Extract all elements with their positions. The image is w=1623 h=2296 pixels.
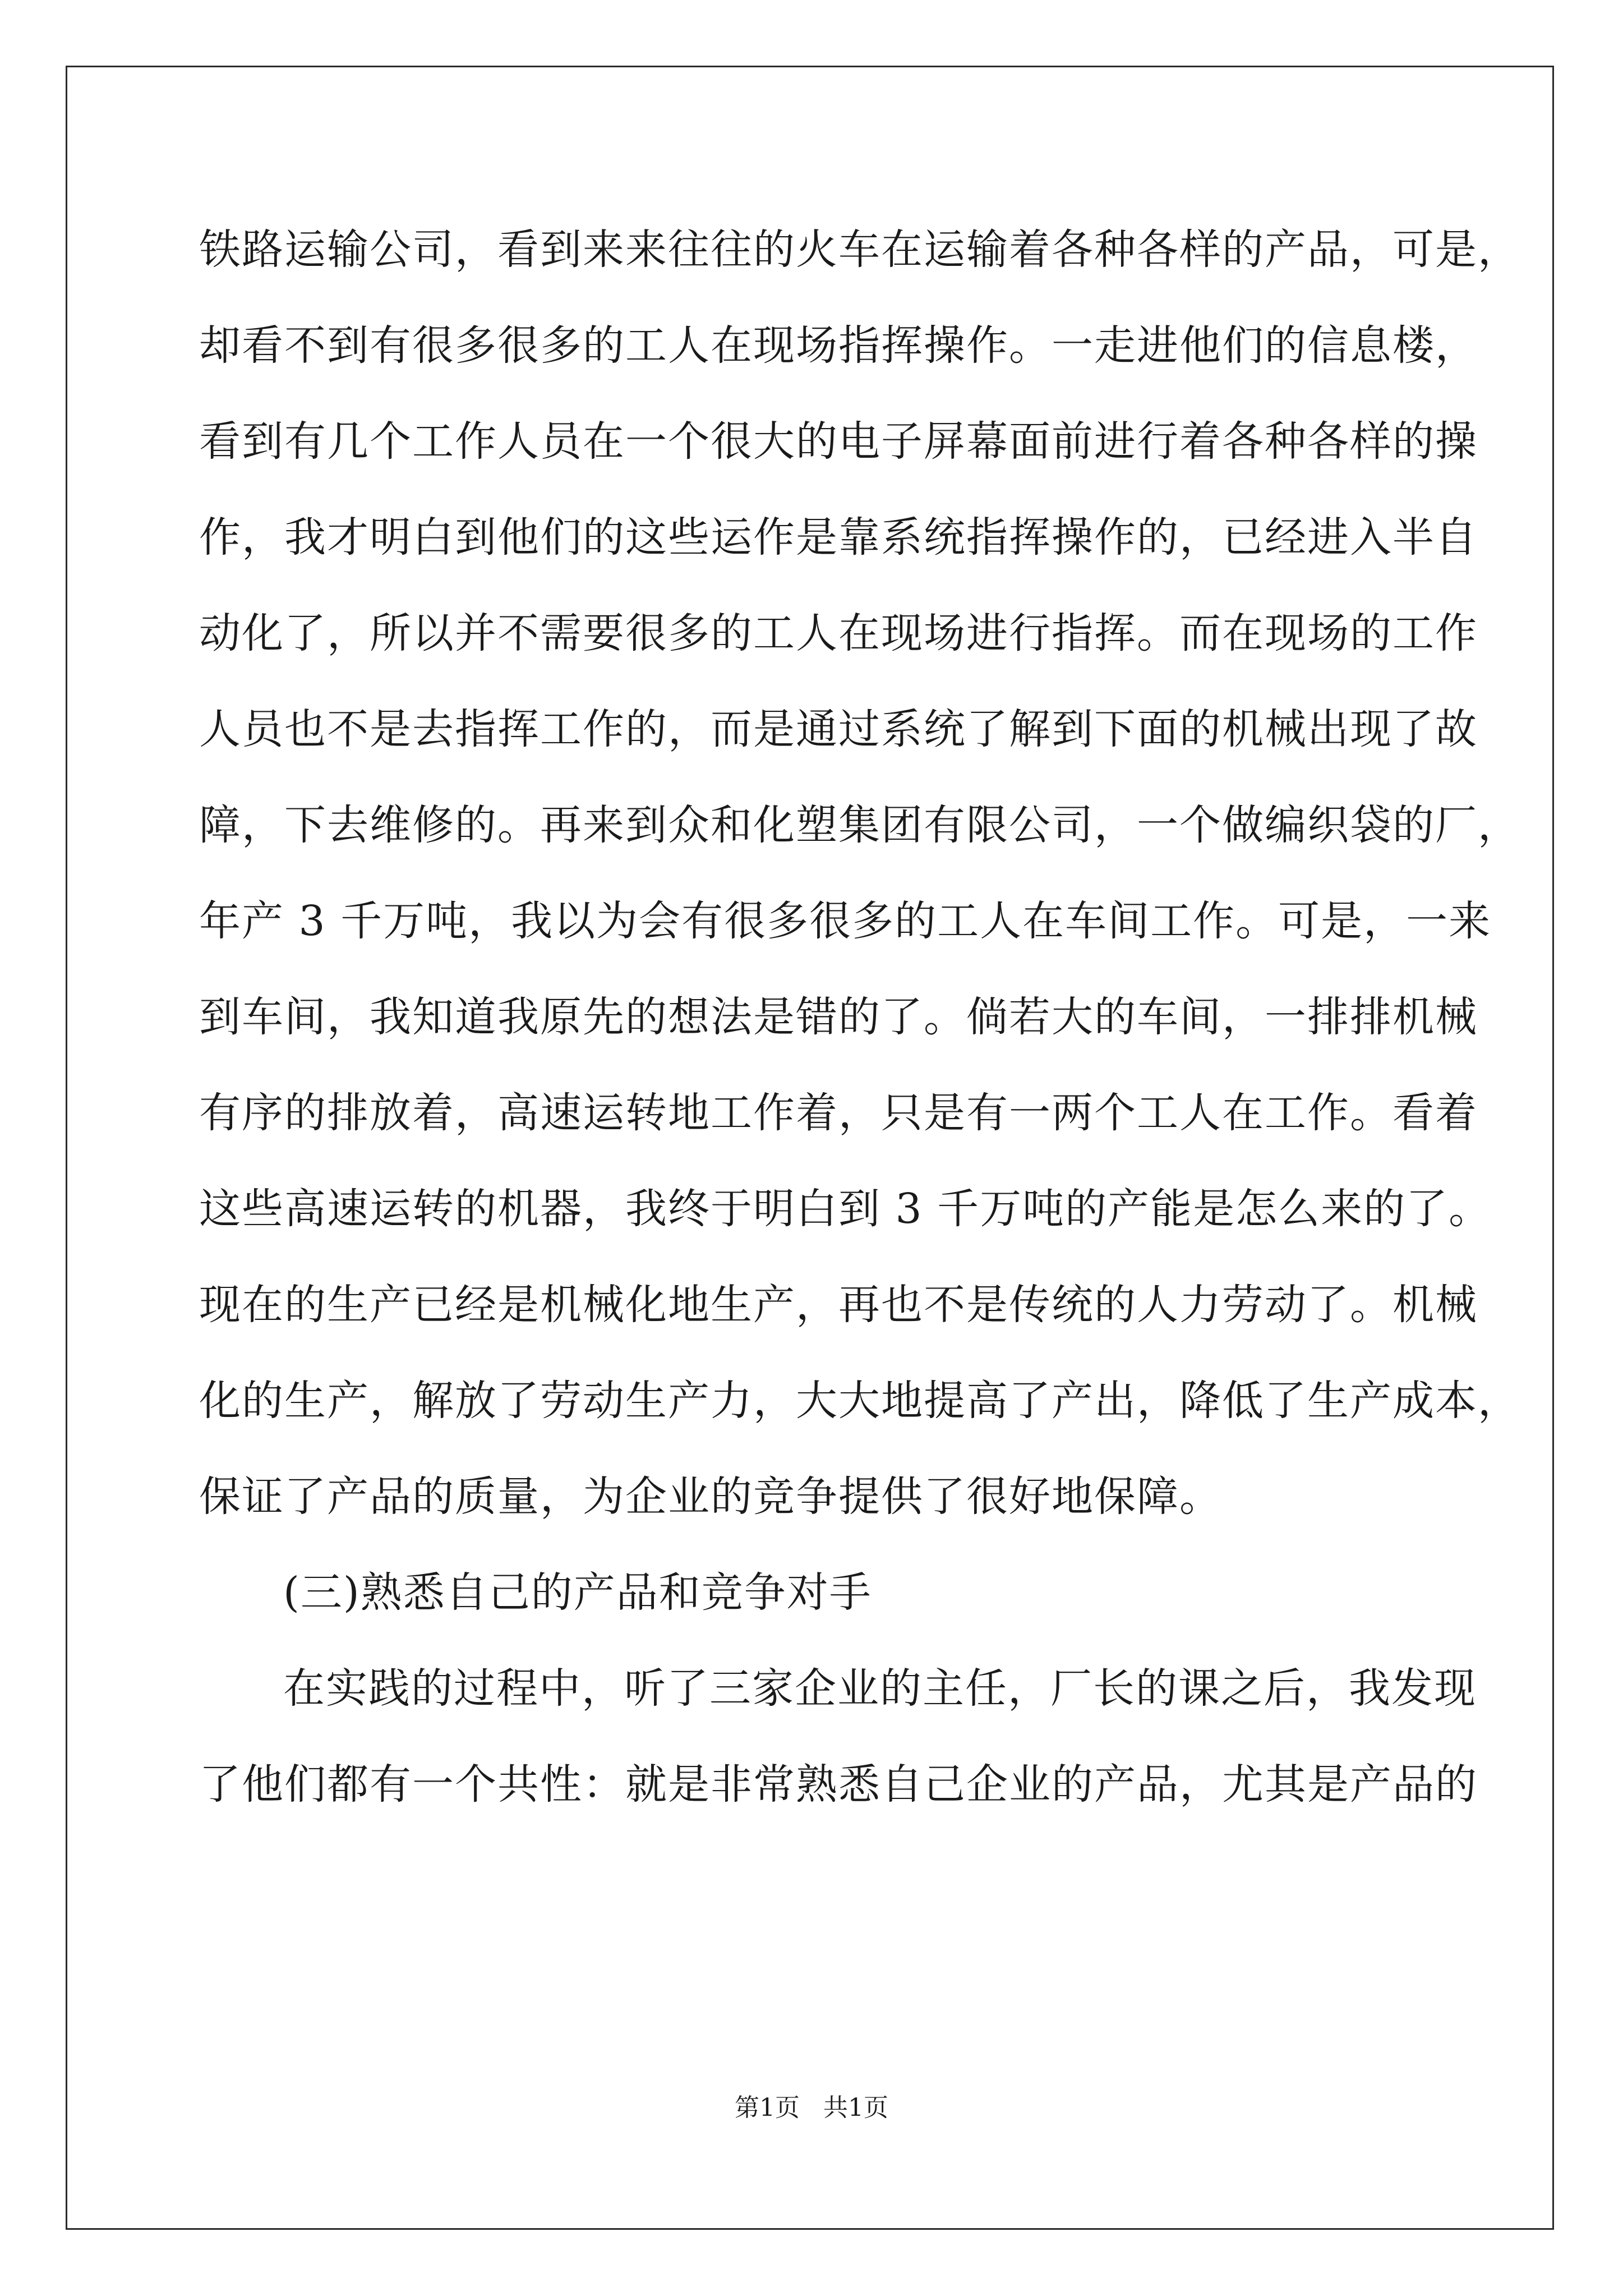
text-line: 了他们都有一个共性：就是非常熟悉自己企业的产品，尤其是产品的 [199, 1760, 1478, 1809]
section-heading: (三)熟悉自己的产品和竞争对手 [283, 1568, 872, 1617]
text-line: 在实践的过程中，听了三家企业的主任，厂长的课之后，我发现 [283, 1664, 1477, 1713]
page-border [66, 66, 1554, 2230]
text-line: 人员也不是去指挥工作的，而是通过系统了解到下面的机械出现了故 [199, 705, 1478, 753]
page-footer: 第1页 共1页 [735, 2093, 888, 2122]
text-line: 这些高速运转的机器，我终于明白到 3 千万吨的产能是怎么来的了。 [199, 1185, 1492, 1233]
text-line: 现在的生产已经是机械化地生产，再也不是传统的人力劳动了。机械 [199, 1281, 1478, 1329]
text-line: 保证了产品的质量，为企业的竞争提供了很好地保障。 [199, 1473, 1222, 1521]
text-line: 化的生产，解放了劳动生产力，大大地提高了产出，降低了生产成本， [199, 1377, 1520, 1425]
text-line: 看到有几个工作人员在一个很大的电子屏幕面前进行着各种各样的操 [199, 417, 1478, 466]
text-line: 作，我才明白到他们的这些运作是靠系统指挥操作的，已经进入半自 [199, 513, 1478, 562]
text-line: 到车间，我知道我原先的想法是错的了。倘若大的车间，一排排机械 [199, 993, 1478, 1041]
text-line: 年产 3 千万吨，我以为会有很多很多的工人在车间工作。可是，一来 [199, 897, 1492, 945]
text-line: 却看不到有很多很多的工人在现场指挥操作。一走进他们的信息楼， [199, 321, 1478, 370]
text-line: 有序的排放着，高速运转地工作着，只是有一两个工人在工作。看着 [199, 1089, 1478, 1137]
text-line: 动化了，所以并不需要很多的工人在现场进行指挥。而在现场的工作 [199, 609, 1478, 657]
text-line: 障，下去维修的。再来到众和化塑集团有限公司，一个做编织袋的厂， [199, 801, 1520, 849]
text-line: 铁路运输公司，看到来来往往的火车在运输着各种各样的产品，可是， [199, 226, 1520, 274]
